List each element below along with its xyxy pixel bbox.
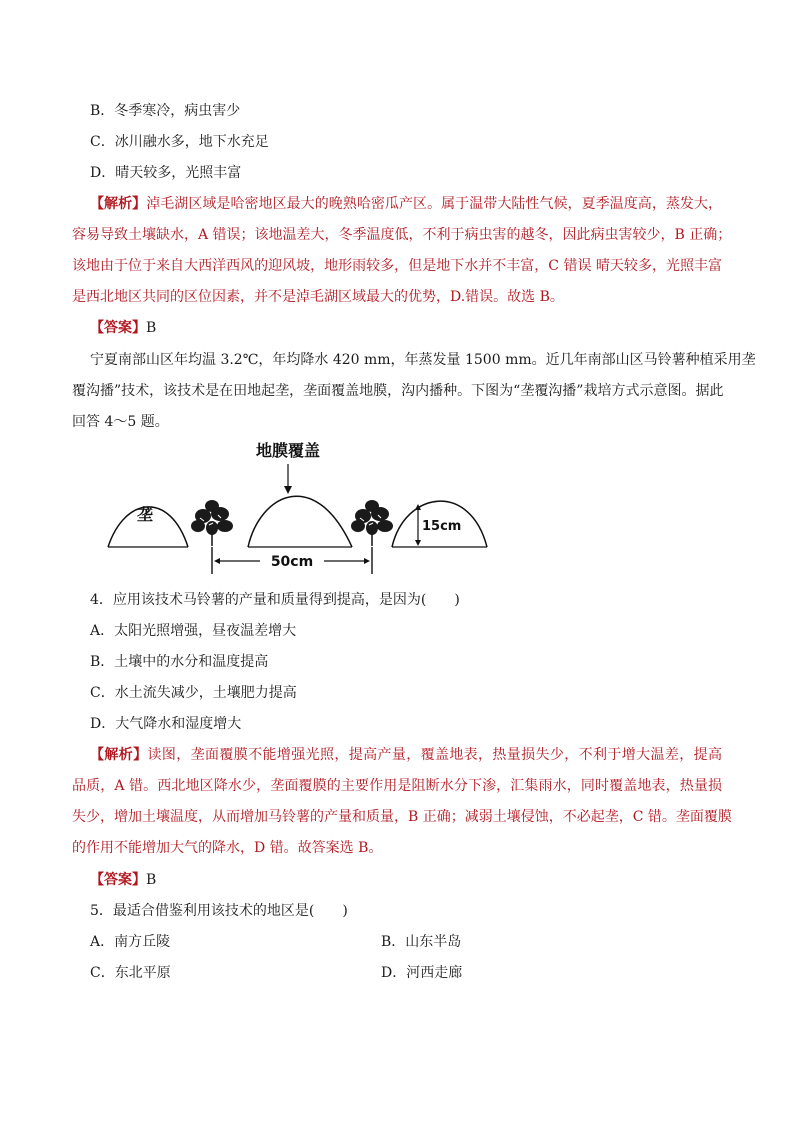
q4-option-c: C．水土流失减少，土壤肥力提高 xyxy=(90,685,297,701)
q4-analysis-line-1 xyxy=(90,745,722,765)
potato-plant-icon xyxy=(351,500,393,546)
q4-analysis-line-4: 的作用不能增加大气的降水，D 错。故答案选 B。 xyxy=(72,840,383,856)
analysis-tag: 【解析】 xyxy=(90,747,148,763)
answer-tag: 【答案】 xyxy=(90,872,146,888)
q3-option-c: C．冰川融水多，地下水充足 xyxy=(90,134,269,150)
potato-plant-icon xyxy=(191,500,233,546)
q4-option-d: D．大气降水和湿度增大 xyxy=(90,716,242,732)
analysis-text: 读图，垄面覆膜不能增强光照，提高产量，覆盖地表，热量损失少，不利于增大温差，提高 xyxy=(147,747,723,763)
q5-option-d: D．河西走廊 xyxy=(381,965,463,981)
passage-line-2: 覆沟播”技术，该技术是在田地起垄，垄面覆盖地膜，沟内播种。下图为“垄覆沟播”栽培方式示意图。据此 xyxy=(72,383,724,399)
q4-analysis-line-3: 失少，增加土壤温度，从而增加马铃薯的产量和质量，B 正确；减弱土壤侵蚀，不必起垄，C 错。垄面覆膜 xyxy=(72,809,732,825)
answer-value: B xyxy=(146,320,157,336)
q3-analysis-line-3: 该地由于位于来自大西洋西风的迎风坡，地形雨较多，但是地下水并不丰富，C 错误 晴天较多，光照丰富 xyxy=(72,258,722,274)
ridge-middle xyxy=(248,496,352,547)
q3-analysis-line-1 xyxy=(90,194,722,214)
q3-analysis-line-2: 容易导致土壤缺水，A 错误；该地温差大，冬季温度低，不利于病虫害的越冬，因此病虫害较少，B 正确； xyxy=(72,227,732,243)
q5-stem: 5．最适合借鉴利用该技术的地区是( ) xyxy=(90,903,348,919)
q5-option-a: A．南方丘陵 xyxy=(90,934,171,950)
q4-option-a: A．太阳光照增强，昼夜温差增大 xyxy=(90,623,297,639)
film-arrow xyxy=(284,464,292,494)
q4-option-b: B．土壤中的水分和温度提高 xyxy=(90,654,269,670)
ridge-furrow-diagram xyxy=(100,436,500,578)
passage-line-1: 宁夏南部山区年均温 3.2℃，年均降水 420 mm，年蒸发量 1500 mm。近几年南部山区马铃薯种植采用垄 xyxy=(90,352,756,368)
film-cover-label: 地膜覆盖 xyxy=(255,441,321,460)
q5-option-c: C．东北平原 xyxy=(90,965,171,981)
answer-tag: 【答案】 xyxy=(90,320,146,336)
q3-option-b: B．冬季寒冷，病虫害少 xyxy=(90,103,241,119)
ridge-label: 垄 xyxy=(136,505,154,524)
width-label: 50cm xyxy=(270,554,314,570)
q3-analysis-line-4: 是西北地区共同的区位因素，并不是淖毛湖区域最大的优势，D.错误。故选 B。 xyxy=(72,289,564,305)
analysis-tag: 【解析】 xyxy=(90,196,147,212)
height-label: 15cm xyxy=(422,519,462,534)
answer-value: B xyxy=(146,872,157,888)
q3-option-d: D．晴天较多，光照丰富 xyxy=(90,165,242,181)
q3-answer xyxy=(90,318,722,338)
q4-answer xyxy=(90,870,722,890)
passage-line-3: 回答 4～5 题。 xyxy=(72,414,169,430)
height-dimension xyxy=(415,504,421,546)
analysis-text: 淖毛湖区域是哈密地区最大的晚熟哈密瓜产区。属于温带大陆性气候，夏季温度高，蒸发大， xyxy=(146,196,723,212)
q4-stem: 4．应用该技术马铃薯的产量和质量得到提高，是因为( ) xyxy=(90,592,460,608)
q5-option-b: B．山东半岛 xyxy=(381,934,462,950)
q4-analysis-line-2: 品质，A 错。西北地区降水少，垄面覆膜的主要作用是阻断水分下渗，汇集雨水，同时覆盖地表，热量损 xyxy=(72,778,722,794)
